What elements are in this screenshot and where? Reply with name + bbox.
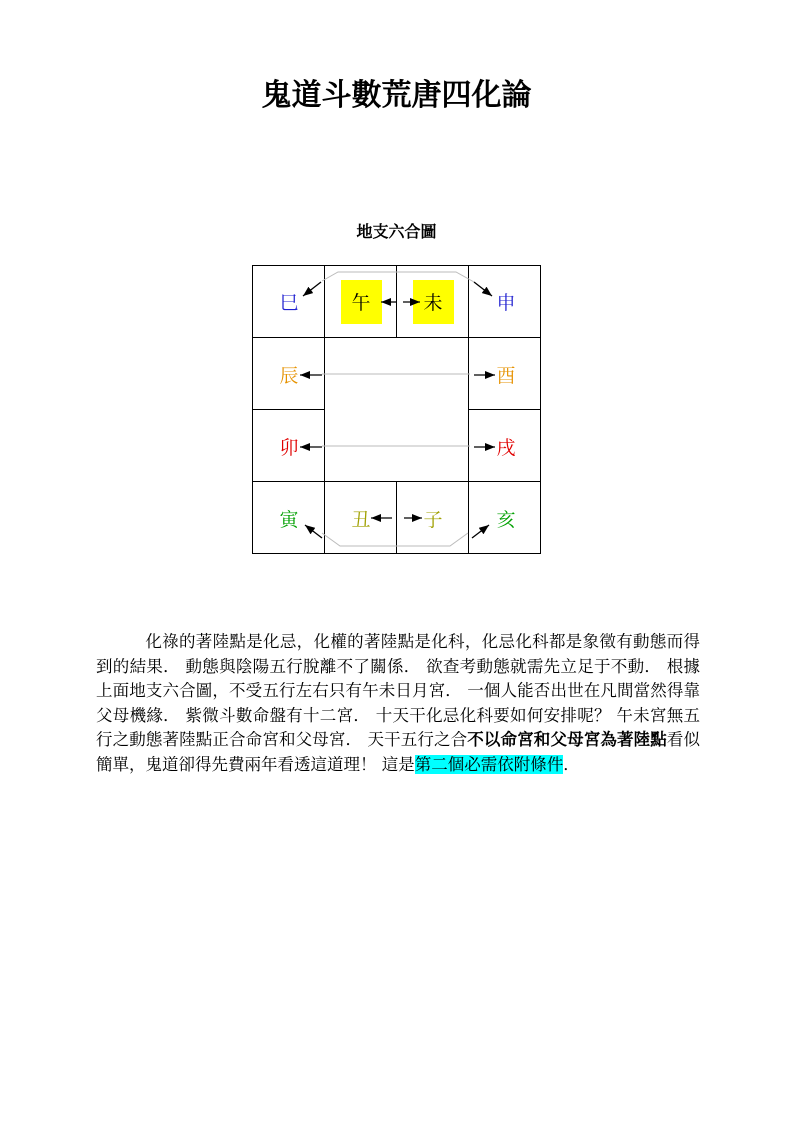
- arrow-to-yin: [305, 525, 322, 538]
- branch-si: 巳: [279, 292, 299, 314]
- arrow-to-hai: [472, 525, 489, 538]
- arrow-to-si: [303, 282, 321, 296]
- branch-shen: 申: [496, 292, 516, 314]
- diagram-title: 地支六合圖: [356, 222, 437, 241]
- branch-yin: 寅: [279, 509, 299, 531]
- document-title: 鬼道斗數荒唐四化論: [261, 78, 532, 113]
- paragraph-end: ．: [563, 754, 580, 774]
- paragraph-text-2: 看似簡單，鬼道卻得先費兩年看透這道理！ 這是: [96, 730, 701, 774]
- arrow-to-shen: [474, 282, 492, 296]
- arrows: [300, 282, 495, 538]
- branch-chou: 丑: [351, 509, 371, 531]
- branch-zi: 子: [423, 509, 443, 531]
- branch-hai: 亥: [496, 509, 516, 531]
- branch-wu: 午: [351, 292, 371, 314]
- body-paragraph: [96, 630, 700, 777]
- paragraph-bold: 不以命宮和父母宮為著陸點: [467, 730, 667, 749]
- branch-wei: 未: [423, 292, 443, 314]
- branch-mao: 卯: [279, 437, 299, 459]
- paragraph-highlight: 第二個必需依附條件: [414, 754, 564, 774]
- branch-you: 酉: [496, 365, 516, 387]
- branch-chen: 辰: [279, 365, 299, 387]
- branch-xu: 戌: [496, 437, 516, 459]
- paragraph-text-1: 化祿的著陸點是化忌，化權的著陸點是化科，化忌化科都是象徵有動態而得到的結果． 動態與陰陽五行脫離不了關係． 欲查考動態就需先立足于不動． 根據上面地支六合圖，不受五行左右只有午未日月宮． 一個人能否出世在凡間當然得靠父母機緣． 紫微斗數命盤有十二宮． 十天干化忌化科要如何安排呢？ 午未宮無五行之動態著陸點正合命宮和父母宮． 天干五行之合: [96, 632, 700, 749]
